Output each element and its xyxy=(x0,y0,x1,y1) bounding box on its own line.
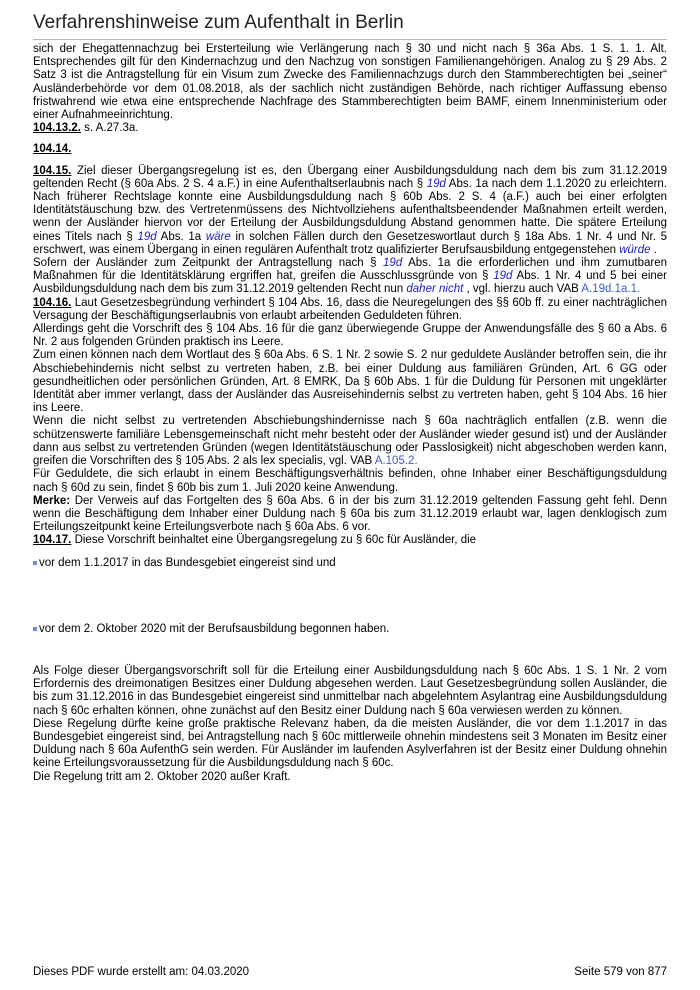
footer-page-number: Seite 579 von 877 xyxy=(574,966,667,978)
paragraph: Für Geduldete, die sich erlaubt in einem Beschäftigungsverhältnis befinden, ohne Inhaber einer Beschäftigungsduldung nach § 60d zu sein, findet § 60b bis zum 1. Juli 2020 keine Anwendung. xyxy=(33,468,667,494)
law-link[interactable]: 19d xyxy=(137,230,157,243)
paragraph: Die Regelung tritt am 2. Oktober 2020 außer Kraft. xyxy=(33,770,291,783)
merke-label: Merke: xyxy=(33,494,71,507)
bullet-icon xyxy=(33,561,37,565)
text-segment: Abs. 1 Nr. 4 und 5 bei einer Ausbildungsduldung nach dem bis zum 31.12.2019 geltenden Recht nun xyxy=(33,270,667,296)
document-body xyxy=(33,43,667,784)
list-item-text: vor dem 2. Oktober 2020 mit der Berufsausbildung begonnen haben. xyxy=(39,622,390,635)
text-segment: Laut Gesetzesbegründung verhindert § 104 Abs. 16, dass die Neuregelungen des §§ 60b ff. zu einer nachträglichen Versagung der Beschäftigungserlaubnis von erlaubt arbeitenden Geduldeten führen. xyxy=(33,296,667,322)
section-104-17 xyxy=(33,534,667,547)
list-item-text: vor dem 1.1.2017 in das Bundesgebiet eingereist sind und xyxy=(39,556,336,569)
text-segment: . xyxy=(650,243,657,256)
section-number[interactable]: 104.17. xyxy=(33,534,72,547)
paragraph: Als Folge dieser Übergangsvorschrift soll für die Erteilung einer Ausbildungsduldung nach § 60c Abs. 1 S. 1 Nr. 2 vom Erfordernis des dreimonatigen Besitzes einer Duldung abgesehen werden. Laut Gesetzesbegründung sollen Ausländer, die bis zum 31.12.2016 in das Bundesgebiet eingereist sind unmittelbar nach abgelehntem Asylantrag eine Ausbildungsduldung nach § 60c erhalten können, ohne zunächst auf den Besitz einer Duldung nach § 60a verwiesen werden zu können. xyxy=(33,664,667,717)
section-104-13-2 xyxy=(33,122,667,135)
paragraph: Zum einen können nach dem Wortlaut des § 60a Abs. 6 S. 1 Nr. 2 sowie S. 2 nur geduldete Ausländer betroffen sein, die ihr Abschiebehindernis nicht selbst zu vertreten haben, z.B. bei einer Duldung aus familiären Gründen, Art. 6 GG oder gesundheitlichen oder persönlichen Gründen, Art. 8 EMRK, Da § 60b Abs. 1 für die Duldung für Personen mit ungeklärter Identität aber immer verlangt, dass der Ausländer das Ausreisehindernis selbst zu vertreten haben, geht § 104 Abs. 16 hier ins Leere. xyxy=(33,349,667,415)
paragraph: Allerdings geht die Vorschrift des § 104 Abs. 16 für die ganz überwiegende Gruppe der Anwendungsfälle des § 60 a Abs. 6 Nr. 2 aus folgenden Gründen praktisch ins Leere. xyxy=(33,323,667,349)
text-segment: Der Verweis auf das Fortgelten des § 60a Abs. 6 in der bis zum 31.12.2019 geltenden Fassung geht fehl. Denn wenn die Beschäftigung dem Inhaber einer Duldung nach § 60a bis zum 31.12.2019 erlaubt war, lagen denklogisch zum Erteilungszeitpunkt keine Erteilungsverbote nach § 60a Abs. 6 vor. xyxy=(33,494,667,534)
section-text: s. A.27.3a. xyxy=(80,122,139,135)
section-number[interactable]: 104.15. xyxy=(33,164,72,177)
emphasis-text: würde xyxy=(619,243,651,256)
footer-created-date: Dieses PDF wurde erstellt am: 04.03.2020 xyxy=(33,966,250,978)
emphasis-text: wäre xyxy=(205,230,231,243)
vab-reference-link[interactable]: A.19d.1a.1. xyxy=(581,283,641,296)
section-104-14 xyxy=(33,143,667,156)
vab-reference-link[interactable]: A.105.2. xyxy=(374,455,418,468)
text-segment: Sofern der Ausländer zum Zeitpunkt der Antragstellung nach § xyxy=(33,257,384,270)
section-104-15-continued xyxy=(33,257,667,297)
intro-paragraph: sich der Ehegattennachzug bei Ersterteilung wie Verlängerung nach § 30 und nicht nach § 36a Abs. 1 S. 1. 1. Alt. Entsprechendes gilt für den Kindernachzug und den Nachzug von sonstigen Familienangehörigen. Analog zu § 29 Abs. 2 Satz 3 ist die Antragstellung für ein Visum zum Zwecke des Familiennachzugs durch den Stammberechtigten bei „seiner“ Ausländerbehörde vor dem 01.08.2018, als der sachlich nicht zuständigen Behörde, nach richtiger Auffassung ebenso fristwahrend wie etwa eine entsprechende Nachfrage des Stammberechtigten beim BAMF, einem Innenministerium oder einer Aufnahmeeinrichtung. xyxy=(33,43,667,122)
text-segment: Abs. 1a xyxy=(156,230,206,243)
law-link[interactable]: 19d xyxy=(426,177,446,190)
section-104-16 xyxy=(33,297,667,323)
law-link[interactable]: 19d xyxy=(383,257,403,270)
page-title: Verfahrenshinweise zum Aufenthalt in Berlin xyxy=(33,12,404,33)
emphasis-text: daher nicht xyxy=(406,283,464,296)
text-segment: Ziel dieser Übergangsregelung ist es, den Übergang einer Ausbildungsduldung nach dem bis zum 31.12.2019 geltenden Recht (§ 60a Abs. 2 S. 4 a.F.) in eine Aufenthaltserlaubnis nach § xyxy=(33,164,667,190)
section-number[interactable]: 104.13.2. xyxy=(33,122,81,135)
merke-paragraph xyxy=(33,495,667,535)
text-segment: Diese Vorschrift beinhaltet eine Übergangsregelung zu § 60c für Ausländer, die xyxy=(71,534,477,547)
text-segment: in solchen Fällen durch den Gesetzeswortlaut durch § 18a Abs. 1 Nr. 4 und Nr. 5 erschwert, was einem Übergang in einen regulären Aufenthalt trotz qualifizierter Berufsausbildung entgegenstehen xyxy=(33,230,667,256)
title-divider xyxy=(33,39,667,40)
section-number[interactable]: 104.16. xyxy=(33,296,72,309)
paragraph xyxy=(33,415,667,468)
text-segment: Abs. 1a nach dem 1.1.2020 zu erleichtern. Nach früherer Rechtslage konnte eine Ausbildungsduldung nach § 60b Abs. 2 S. 4 (a.F.) auch bei einer erfolgten Identitätstäuschung bzw. des Vertretenmüssens des Nichtvollziehens aufenthaltsbeendender Maßnahmen erteilt werden, wenn der Ausländer hiervon vor der Erteilung der Ausbildungsduldung Abstand genommen hatte. Die spätere Erteilung eines Titels nach § xyxy=(33,177,667,243)
list-item xyxy=(33,557,667,570)
law-link[interactable]: 19d xyxy=(493,270,513,283)
list-item xyxy=(33,623,667,636)
paragraph: Diese Regelung dürfte keine große praktische Relevanz haben, da die meisten Ausländer, die vor dem 1.1.2017 in das Bundesgebiet eingereist sind, bei Antragstellung nach § 60c mittlerweile ohnehin mindestens seit 3 Monaten im Besitz einer Duldung nach § 60a AufenthG sein werden. Für Ausländer im laufenden Asylverfahren ist der Besitz einer Duldung ohnehin keine Erteilungsvoraussetzung für die Ausbildungsduldung nach § 60c. xyxy=(33,717,667,770)
text-segment: Wenn die nicht selbst zu vertretenden Abschiebungshindernisse nach § 60a nachträglich entfallen (z.B. wenn die schützenswerte familiäre Lebensgemeinschaft nicht mehr besteht oder der Ausländer wieder gesund ist) und der Ausländer dann aus selbst zu vertretenden Gründen (wegen Identitätstäuschung oder Passlosigkeit) nicht abgeschoben werden kann, greifen die Vorschriften des § 105 Abs. 2 als lex specialis, vgl. VAB xyxy=(33,415,667,468)
section-104-15 xyxy=(33,165,667,257)
bullet-icon xyxy=(33,627,37,631)
section-number[interactable]: 104.14. xyxy=(33,143,72,156)
text-segment: , vgl. hierzu auch VAB xyxy=(463,283,582,296)
text-segment: Abs. 1a die erforderlichen und ihm zumutbaren Maßnahmen für die Identitätsklärung ergriffen hat, greifen die Ausschlussgründe von § xyxy=(33,257,667,283)
